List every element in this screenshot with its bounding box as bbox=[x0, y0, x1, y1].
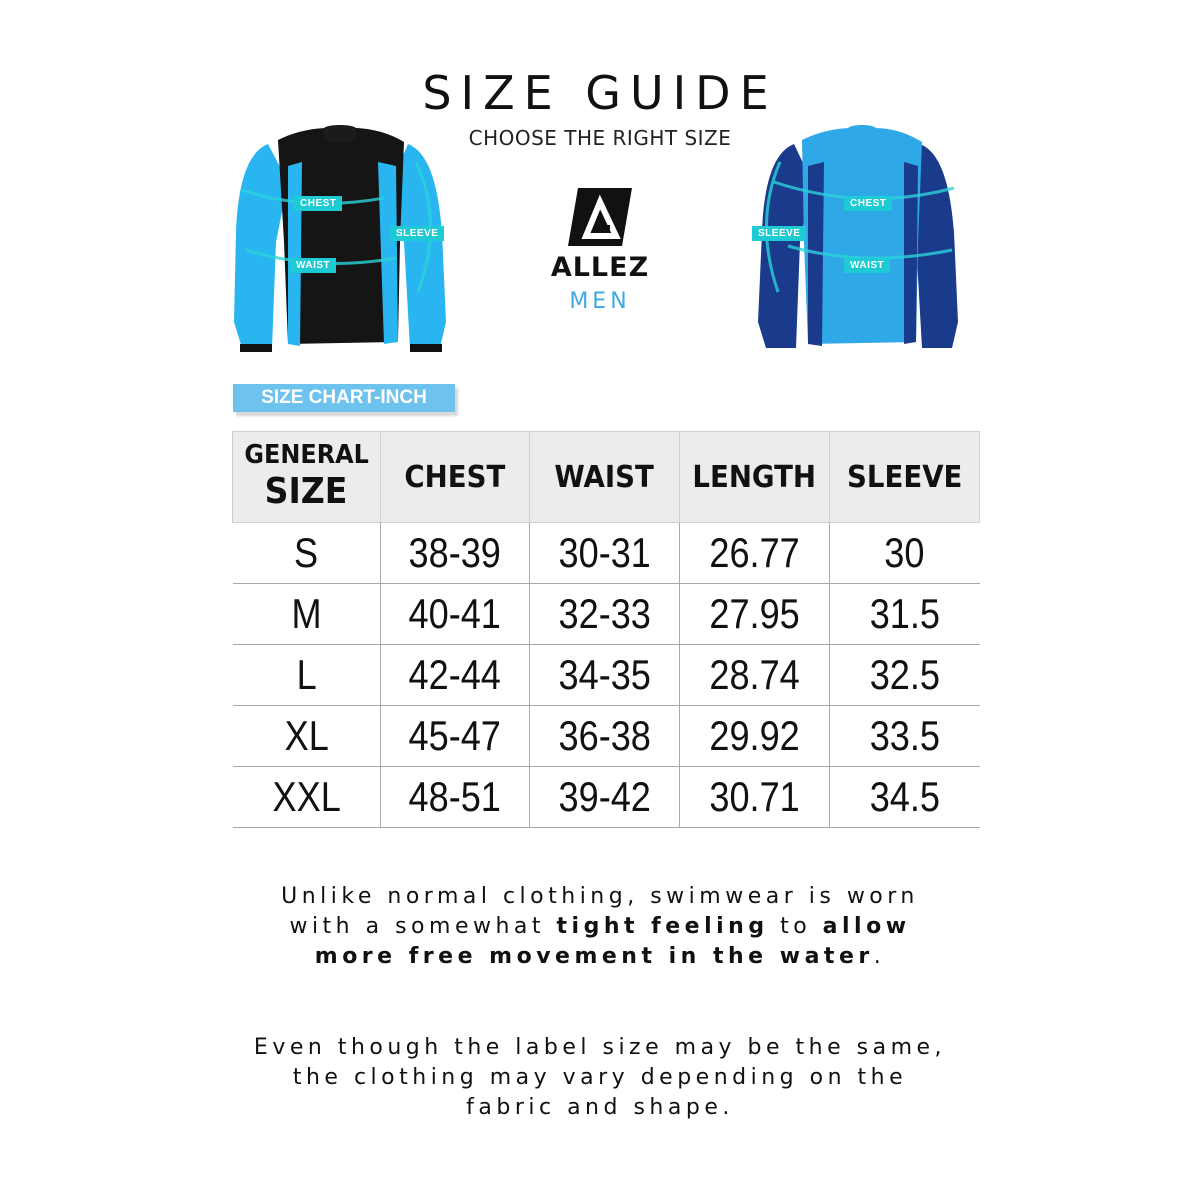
sleeve-tag: SLEEVE bbox=[752, 226, 806, 241]
header-sleeve: SLEEVE bbox=[830, 432, 980, 523]
note-fit-paragraph: Unlike normal clothing, swimwear is worn with a somewhat tight feeling to allow more free movement in the water. bbox=[281, 884, 919, 969]
waist-cell: 30-31 bbox=[530, 523, 680, 584]
chest-cell: 45-47 bbox=[381, 706, 530, 767]
chest-cell: 42-44 bbox=[381, 645, 530, 706]
allez-logo-icon bbox=[566, 186, 634, 248]
header-size-label: SIZE bbox=[265, 471, 348, 513]
sleeve-cell: 33.5 bbox=[830, 706, 980, 767]
chest-cell: 40-41 bbox=[381, 584, 530, 645]
length-cell: 29.92 bbox=[680, 706, 830, 767]
size-cell: XXL bbox=[233, 767, 381, 828]
brand-category: MEN bbox=[569, 289, 631, 314]
chest-cell: 38-39 bbox=[381, 523, 530, 584]
size-cell: XL bbox=[233, 706, 381, 767]
size-cell: L bbox=[233, 645, 381, 706]
header-general-label: GENERAL bbox=[244, 440, 369, 471]
sleeve-cell: 34.5 bbox=[830, 767, 980, 828]
waist-tag: WAIST bbox=[290, 258, 336, 273]
page-subtitle: CHOOSE THE RIGHT SIZE bbox=[468, 126, 732, 150]
waist-cell: 39-42 bbox=[530, 767, 680, 828]
waist-cell: 32-33 bbox=[530, 584, 680, 645]
note-variation-paragraph: Even though the label size may be the same, the clothing may vary depending on the fabric and shape. bbox=[253, 1035, 947, 1120]
brand-block bbox=[540, 186, 660, 314]
sleeve-tag: SLEEVE bbox=[390, 226, 444, 241]
header-length: LENGTH bbox=[680, 432, 830, 523]
table-header-row bbox=[233, 432, 980, 523]
length-cell: 30.71 bbox=[680, 767, 830, 828]
table-row bbox=[233, 645, 980, 706]
sleeve-cell: 31.5 bbox=[830, 584, 980, 645]
table-row bbox=[233, 767, 980, 828]
header-waist: WAIST bbox=[530, 432, 680, 523]
chest-cell: 48-51 bbox=[381, 767, 530, 828]
waist-cell: 34-35 bbox=[530, 645, 680, 706]
header-general-size bbox=[233, 432, 381, 523]
size-cell: M bbox=[233, 584, 381, 645]
table-row bbox=[233, 523, 980, 584]
page-title: SIZE GUIDE bbox=[422, 66, 778, 120]
waist-cell: 36-38 bbox=[530, 706, 680, 767]
shirt-blue-image bbox=[744, 122, 972, 368]
size-chart-tab: SIZE CHART-INCH bbox=[233, 384, 455, 412]
length-cell: 28.74 bbox=[680, 645, 830, 706]
table-row bbox=[233, 706, 980, 767]
size-cell: S bbox=[233, 523, 381, 584]
chest-tag: CHEST bbox=[844, 196, 892, 211]
sleeve-cell: 30 bbox=[830, 523, 980, 584]
size-chart-table bbox=[232, 431, 980, 828]
waist-tag: WAIST bbox=[844, 258, 890, 273]
length-cell: 27.95 bbox=[680, 584, 830, 645]
brand-name: ALLEZ bbox=[550, 252, 650, 283]
table-row bbox=[233, 584, 980, 645]
header-chest: CHEST bbox=[381, 432, 530, 523]
sleeve-cell: 32.5 bbox=[830, 645, 980, 706]
chest-tag: CHEST bbox=[294, 196, 342, 211]
shirt-black-image bbox=[228, 122, 456, 368]
length-cell: 26.77 bbox=[680, 523, 830, 584]
